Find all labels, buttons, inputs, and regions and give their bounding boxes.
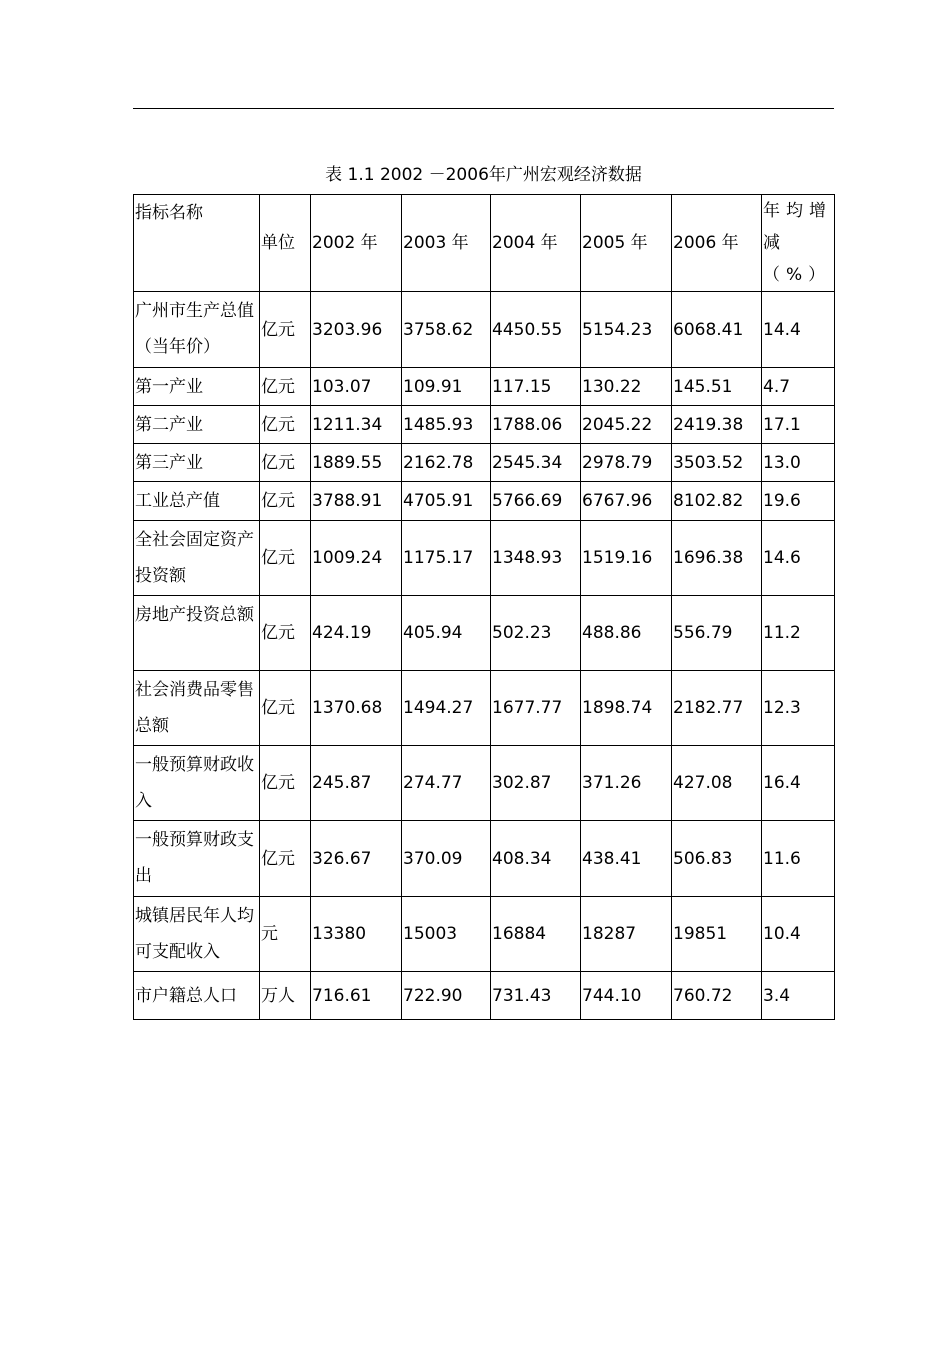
value-cell: 438.41 bbox=[581, 821, 672, 897]
header-year-2005: 2005 年 bbox=[581, 195, 672, 292]
value-cell: 3203.96 bbox=[311, 292, 402, 368]
value-cell: 427.08 bbox=[672, 746, 762, 821]
growth-cell: 10.4 bbox=[762, 897, 835, 972]
indicator-name-cell: 第二产业 bbox=[134, 406, 260, 444]
value-cell: 109.91 bbox=[402, 368, 491, 406]
value-cell: 760.72 bbox=[672, 972, 762, 1020]
header-year-2004: 2004 年 bbox=[491, 195, 581, 292]
value-cell: 1175.17 bbox=[402, 521, 491, 596]
value-cell: 117.15 bbox=[491, 368, 581, 406]
value-cell: 1788.06 bbox=[491, 406, 581, 444]
indicator-name-cell: 城镇居民年人均可支配收入 bbox=[134, 897, 260, 972]
indicator-name-cell: 社会消费品零售总额 bbox=[134, 671, 260, 746]
value-cell: 371.26 bbox=[581, 746, 672, 821]
value-cell: 6767.96 bbox=[581, 482, 672, 521]
unit-cell: 亿元 bbox=[260, 746, 311, 821]
header-annual-growth: 年均增减（%） bbox=[762, 195, 835, 292]
unit-cell: 亿元 bbox=[260, 821, 311, 897]
value-cell: 274.77 bbox=[402, 746, 491, 821]
indicator-name-cell: 全社会固定资产投资额 bbox=[134, 521, 260, 596]
unit-cell: 亿元 bbox=[260, 444, 311, 482]
value-cell: 4450.55 bbox=[491, 292, 581, 368]
table-caption: 表 1.1 2002 －2006年广州宏观经济数据 bbox=[325, 165, 642, 185]
unit-cell: 亿元 bbox=[260, 671, 311, 746]
value-cell: 15003 bbox=[402, 897, 491, 972]
value-cell: 1348.93 bbox=[491, 521, 581, 596]
table-row bbox=[134, 671, 835, 746]
value-cell: 145.51 bbox=[672, 368, 762, 406]
value-cell: 1677.77 bbox=[491, 671, 581, 746]
value-cell: 326.67 bbox=[311, 821, 402, 897]
table-row bbox=[134, 292, 835, 368]
value-cell: 2045.22 bbox=[581, 406, 672, 444]
value-cell: 370.09 bbox=[402, 821, 491, 897]
value-cell: 408.34 bbox=[491, 821, 581, 897]
value-cell: 744.10 bbox=[581, 972, 672, 1020]
indicator-name-cell: 一般预算财政收入 bbox=[134, 746, 260, 821]
value-cell: 722.90 bbox=[402, 972, 491, 1020]
unit-cell: 亿元 bbox=[260, 521, 311, 596]
value-cell: 1898.74 bbox=[581, 671, 672, 746]
header-year-2003: 2003 年 bbox=[402, 195, 491, 292]
header-year-2002: 2002 年 bbox=[311, 195, 402, 292]
value-cell: 16884 bbox=[491, 897, 581, 972]
header-indicator-name: 指标名称 bbox=[134, 195, 260, 292]
value-cell: 424.19 bbox=[311, 596, 402, 671]
value-cell: 103.07 bbox=[311, 368, 402, 406]
table-row bbox=[134, 521, 835, 596]
value-cell: 2419.38 bbox=[672, 406, 762, 444]
unit-cell: 元 bbox=[260, 897, 311, 972]
growth-cell: 3.4 bbox=[762, 972, 835, 1020]
unit-cell: 万人 bbox=[260, 972, 311, 1020]
value-cell: 556.79 bbox=[672, 596, 762, 671]
growth-cell: 4.7 bbox=[762, 368, 835, 406]
value-cell: 716.61 bbox=[311, 972, 402, 1020]
value-cell: 1009.24 bbox=[311, 521, 402, 596]
table-row bbox=[134, 746, 835, 821]
table-row bbox=[134, 406, 835, 444]
unit-cell: 亿元 bbox=[260, 406, 311, 444]
growth-cell: 11.2 bbox=[762, 596, 835, 671]
table-row bbox=[134, 444, 835, 482]
value-cell: 1485.93 bbox=[402, 406, 491, 444]
indicator-name-cell: 工业总产值 bbox=[134, 482, 260, 521]
unit-cell: 亿元 bbox=[260, 482, 311, 521]
growth-cell: 12.3 bbox=[762, 671, 835, 746]
value-cell: 8102.82 bbox=[672, 482, 762, 521]
value-cell: 1696.38 bbox=[672, 521, 762, 596]
table-row bbox=[134, 972, 835, 1020]
value-cell: 506.83 bbox=[672, 821, 762, 897]
growth-cell: 14.4 bbox=[762, 292, 835, 368]
value-cell: 1370.68 bbox=[311, 671, 402, 746]
value-cell: 18287 bbox=[581, 897, 672, 972]
indicator-name-cell: 市户籍总人口 bbox=[134, 972, 260, 1020]
indicator-name-cell: 第一产业 bbox=[134, 368, 260, 406]
indicator-name-cell: 第三产业 bbox=[134, 444, 260, 482]
growth-cell: 14.6 bbox=[762, 521, 835, 596]
value-cell: 2545.34 bbox=[491, 444, 581, 482]
unit-cell: 亿元 bbox=[260, 596, 311, 671]
value-cell: 302.87 bbox=[491, 746, 581, 821]
value-cell: 19851 bbox=[672, 897, 762, 972]
value-cell: 4705.91 bbox=[402, 482, 491, 521]
value-cell: 13380 bbox=[311, 897, 402, 972]
growth-cell: 17.1 bbox=[762, 406, 835, 444]
value-cell: 1519.16 bbox=[581, 521, 672, 596]
value-cell: 5154.23 bbox=[581, 292, 672, 368]
growth-cell: 16.4 bbox=[762, 746, 835, 821]
value-cell: 1889.55 bbox=[311, 444, 402, 482]
value-cell: 6068.41 bbox=[672, 292, 762, 368]
growth-cell: 19.6 bbox=[762, 482, 835, 521]
value-cell: 405.94 bbox=[402, 596, 491, 671]
table-row bbox=[134, 821, 835, 897]
indicator-name-cell: 房地产投资总额 bbox=[134, 596, 260, 671]
header-unit: 单位 bbox=[260, 195, 311, 292]
page-header-rule bbox=[133, 108, 834, 109]
growth-cell: 11.6 bbox=[762, 821, 835, 897]
table-row bbox=[134, 596, 835, 671]
value-cell: 731.43 bbox=[491, 972, 581, 1020]
value-cell: 488.86 bbox=[581, 596, 672, 671]
value-cell: 3758.62 bbox=[402, 292, 491, 368]
value-cell: 130.22 bbox=[581, 368, 672, 406]
value-cell: 5766.69 bbox=[491, 482, 581, 521]
table-header-row bbox=[134, 195, 835, 292]
indicator-name-cell: 一般预算财政支出 bbox=[134, 821, 260, 897]
indicator-name-cell: 广州市生产总值（当年价） bbox=[134, 292, 260, 368]
value-cell: 2162.78 bbox=[402, 444, 491, 482]
value-cell: 3788.91 bbox=[311, 482, 402, 521]
value-cell: 2182.77 bbox=[672, 671, 762, 746]
unit-cell: 亿元 bbox=[260, 292, 311, 368]
header-year-2006: 2006 年 bbox=[672, 195, 762, 292]
value-cell: 1494.27 bbox=[402, 671, 491, 746]
value-cell: 245.87 bbox=[311, 746, 402, 821]
value-cell: 2978.79 bbox=[581, 444, 672, 482]
economic-data-table bbox=[133, 194, 835, 1020]
value-cell: 3503.52 bbox=[672, 444, 762, 482]
unit-cell: 亿元 bbox=[260, 368, 311, 406]
table-row bbox=[134, 482, 835, 521]
table-row bbox=[134, 368, 835, 406]
table-row bbox=[134, 897, 835, 972]
growth-cell: 13.0 bbox=[762, 444, 835, 482]
value-cell: 502.23 bbox=[491, 596, 581, 671]
value-cell: 1211.34 bbox=[311, 406, 402, 444]
